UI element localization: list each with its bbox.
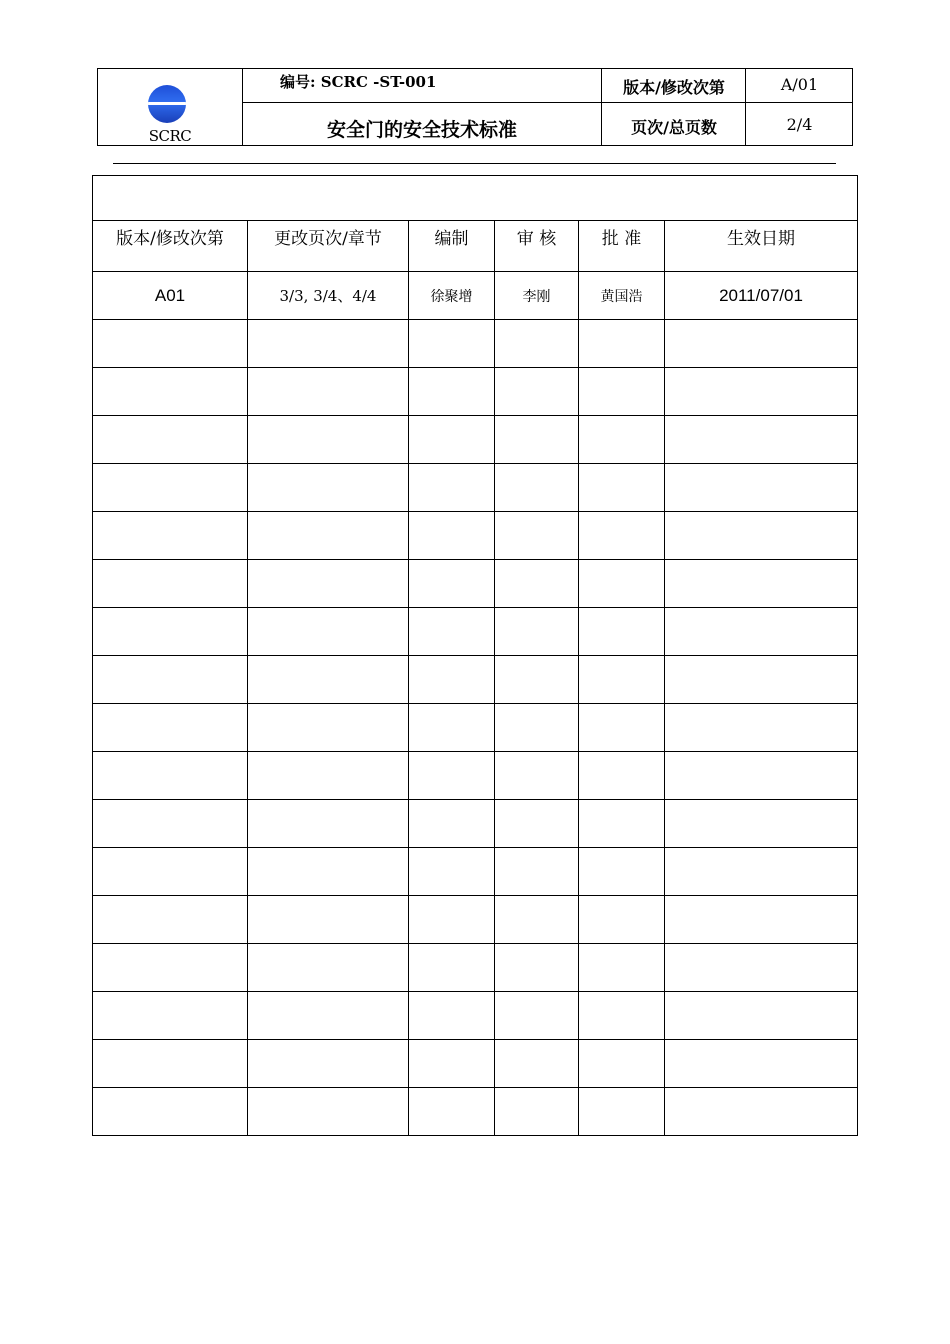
- cell-reviewed: [495, 704, 579, 752]
- table-title-row: [93, 176, 858, 221]
- cell-effective-date: [665, 464, 858, 512]
- table-row: [93, 608, 858, 656]
- cell-changed-pages: [248, 368, 409, 416]
- logo-text: SCRC: [148, 127, 192, 145]
- cell-effective-date: [665, 656, 858, 704]
- version-label: 版本/修改次第: [623, 78, 725, 97]
- cell-effective-date: [665, 1040, 858, 1088]
- cell-version: [93, 368, 248, 416]
- cell-reviewed: [495, 656, 579, 704]
- table-row: [93, 368, 858, 416]
- header-changed-pages: 更改页次/章节: [248, 221, 409, 272]
- cell-approved: [579, 656, 665, 704]
- logo-globe-icon: [148, 85, 186, 123]
- cell-prepared: 徐聚增: [409, 272, 495, 320]
- cell-effective-date: [665, 896, 858, 944]
- table-row: [93, 944, 858, 992]
- cell-changed-pages: [248, 944, 409, 992]
- header-version: 版本/修改次第: [93, 221, 248, 272]
- cell-effective-date: [665, 320, 858, 368]
- cell-version: [93, 896, 248, 944]
- cell-approved: [579, 608, 665, 656]
- cell-changed-pages: [248, 896, 409, 944]
- cell-reviewed: [495, 1040, 579, 1088]
- cell-version: [93, 848, 248, 896]
- table-row: [93, 656, 858, 704]
- cell-reviewed: [495, 1088, 579, 1136]
- cell-changed-pages: [248, 464, 409, 512]
- cell-changed-pages: [248, 320, 409, 368]
- cell-approved: [579, 368, 665, 416]
- page-label: 页次/总页数: [631, 118, 717, 137]
- cell-version: [93, 416, 248, 464]
- cell-approved: [579, 464, 665, 512]
- cell-effective-date: [665, 992, 858, 1040]
- cell-prepared: [409, 1040, 495, 1088]
- cell-effective-date: [665, 800, 858, 848]
- table-row: [93, 704, 858, 752]
- cell-effective-date: [665, 416, 858, 464]
- cell-effective-date: [665, 752, 858, 800]
- cell-prepared: [409, 608, 495, 656]
- cell-approved: [579, 512, 665, 560]
- cell-version: [93, 512, 248, 560]
- cell-prepared: [409, 1088, 495, 1136]
- table-row: [93, 896, 858, 944]
- table-row: [93, 1088, 858, 1136]
- cell-prepared: [409, 704, 495, 752]
- cell-version: [93, 704, 248, 752]
- cell-version: [93, 992, 248, 1040]
- cell-reviewed: [495, 608, 579, 656]
- page-value: 2/4: [786, 115, 813, 134]
- cell-version: [93, 752, 248, 800]
- cell-version: [93, 944, 248, 992]
- cell-changed-pages: [248, 752, 409, 800]
- cell-reviewed: [495, 416, 579, 464]
- cell-version: [93, 320, 248, 368]
- header-prepared: 编制: [409, 221, 495, 272]
- cell-changed-pages: [248, 1088, 409, 1136]
- cell-changed-pages: [248, 512, 409, 560]
- table-row: [93, 272, 858, 320]
- cell-prepared: [409, 944, 495, 992]
- table-title-cell: [93, 176, 858, 221]
- cell-effective-date: [665, 1088, 858, 1136]
- table-row: [93, 416, 858, 464]
- cell-reviewed: [495, 464, 579, 512]
- header-effective-date: 生效日期: [665, 221, 858, 272]
- cell-effective-date: [665, 704, 858, 752]
- cell-approved: [579, 704, 665, 752]
- cell-prepared: [409, 560, 495, 608]
- cell-reviewed: [495, 752, 579, 800]
- cell-prepared: [409, 848, 495, 896]
- cell-approved: [579, 1088, 665, 1136]
- document-header: [97, 68, 853, 146]
- cell-changed-pages: [248, 704, 409, 752]
- cell-approved: [579, 320, 665, 368]
- cell-changed-pages: [248, 416, 409, 464]
- document-code: 编号: SCRC -ST-001: [280, 73, 437, 91]
- cell-approved: [579, 416, 665, 464]
- cell-prepared: [409, 656, 495, 704]
- table-row: [93, 800, 858, 848]
- table-row: [93, 320, 858, 368]
- cell-changed-pages: [248, 848, 409, 896]
- table-row: [93, 992, 858, 1040]
- cell-prepared: [409, 512, 495, 560]
- cell-version: [93, 464, 248, 512]
- cell-approved: [579, 752, 665, 800]
- cell-prepared: [409, 464, 495, 512]
- cell-prepared: [409, 320, 495, 368]
- cell-effective-date: 2011/07/01: [665, 272, 858, 320]
- cell-version: [93, 1088, 248, 1136]
- table-row: [93, 752, 858, 800]
- cell-changed-pages: [248, 992, 409, 1040]
- table-row: [93, 464, 858, 512]
- cell-version: [93, 1040, 248, 1088]
- cell-prepared: [409, 992, 495, 1040]
- cell-reviewed: [495, 848, 579, 896]
- revision-table: [92, 175, 858, 1136]
- table-row: [93, 1040, 858, 1088]
- cell-effective-date: [665, 608, 858, 656]
- cell-effective-date: [665, 368, 858, 416]
- table-header-row: [93, 221, 858, 272]
- cell-effective-date: [665, 848, 858, 896]
- cell-effective-date: [665, 512, 858, 560]
- cell-effective-date: [665, 560, 858, 608]
- cell-effective-date: [665, 944, 858, 992]
- cell-reviewed: [495, 368, 579, 416]
- cell-changed-pages: [248, 560, 409, 608]
- cell-changed-pages: 3/3, 3/4、4/4: [248, 272, 409, 320]
- cell-reviewed: [495, 896, 579, 944]
- cell-reviewed: [495, 512, 579, 560]
- cell-version: A01: [93, 272, 248, 320]
- header-divider: [113, 163, 836, 164]
- cell-changed-pages: [248, 1040, 409, 1088]
- cell-approved: [579, 992, 665, 1040]
- version-value: A/01: [780, 75, 819, 94]
- cell-changed-pages: [248, 656, 409, 704]
- cell-approved: [579, 1040, 665, 1088]
- cell-approved: 黄国浩: [579, 272, 665, 320]
- cell-prepared: [409, 416, 495, 464]
- cell-changed-pages: [248, 608, 409, 656]
- cell-approved: [579, 800, 665, 848]
- cell-approved: [579, 848, 665, 896]
- cell-reviewed: 李刚: [495, 272, 579, 320]
- header-approved: 批 准: [579, 221, 665, 272]
- table-row: [93, 560, 858, 608]
- company-logo: [98, 69, 242, 146]
- cell-version: [93, 608, 248, 656]
- header-reviewed: 审 核: [495, 221, 579, 272]
- cell-prepared: [409, 800, 495, 848]
- cell-reviewed: [495, 992, 579, 1040]
- cell-prepared: [409, 752, 495, 800]
- table-row: [93, 512, 858, 560]
- cell-reviewed: [495, 560, 579, 608]
- table-row: [93, 848, 858, 896]
- cell-reviewed: [495, 320, 579, 368]
- cell-changed-pages: [248, 800, 409, 848]
- cell-version: [93, 656, 248, 704]
- cell-reviewed: [495, 944, 579, 992]
- cell-reviewed: [495, 800, 579, 848]
- cell-version: [93, 560, 248, 608]
- document-title: 安全门的安全技术标准: [326, 119, 517, 141]
- cell-version: [93, 800, 248, 848]
- cell-approved: [579, 560, 665, 608]
- cell-approved: [579, 896, 665, 944]
- cell-prepared: [409, 896, 495, 944]
- cell-approved: [579, 944, 665, 992]
- cell-prepared: [409, 368, 495, 416]
